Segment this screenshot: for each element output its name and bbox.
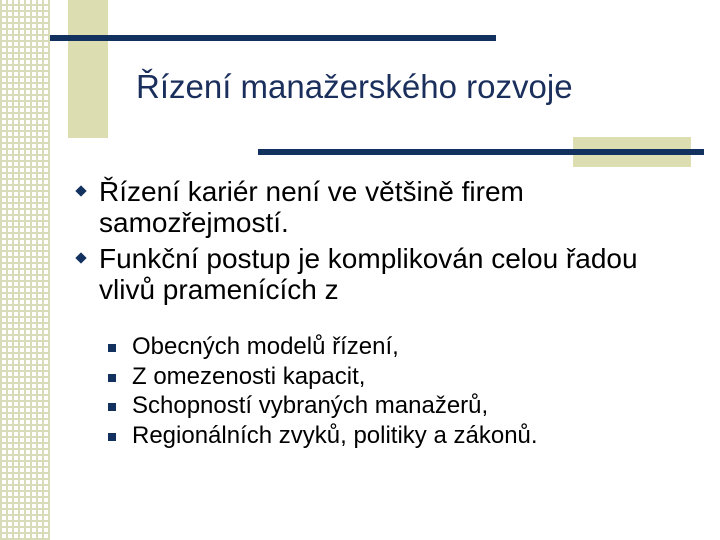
bullet-item <box>75 176 695 238</box>
left-decorative-strip <box>0 0 50 540</box>
bullet-item <box>75 243 695 305</box>
square-bullet-icon <box>108 433 116 441</box>
sub-bullet-list <box>108 332 538 450</box>
sub-bullet-item <box>108 362 538 392</box>
top-decorative-block <box>68 0 108 138</box>
bullet-text: Funkční postup je komplikován celou řadou vlivů pramenících z <box>99 243 638 305</box>
square-bullet-icon <box>108 403 116 411</box>
sub-bullet-text: Regionálních zvyků, politiky a zákonů. <box>132 421 538 449</box>
sub-bullet-text: Obecných modelů řízení, <box>132 333 399 360</box>
diamond-bullet-icon <box>75 252 86 263</box>
sub-bullet-item <box>108 391 538 421</box>
bullet-text: Řízení kariér není ve většině firem samozřejmostí. <box>99 176 524 238</box>
bullet-list <box>75 176 695 310</box>
top-divider-line <box>50 35 496 41</box>
sub-bullet-item <box>108 421 538 451</box>
square-bullet-icon <box>108 374 116 382</box>
square-bullet-icon <box>108 344 116 352</box>
diamond-bullet-icon <box>75 185 86 196</box>
sub-bullet-text: Z omezenosti kapacit, <box>132 362 366 390</box>
sub-bullet-item <box>108 332 538 362</box>
slide-title: Řízení manažerského rozvoje <box>136 68 573 105</box>
bottom-divider-line <box>258 149 704 155</box>
sub-bullet-text: Schopností vybraných manažerů, <box>132 392 489 419</box>
